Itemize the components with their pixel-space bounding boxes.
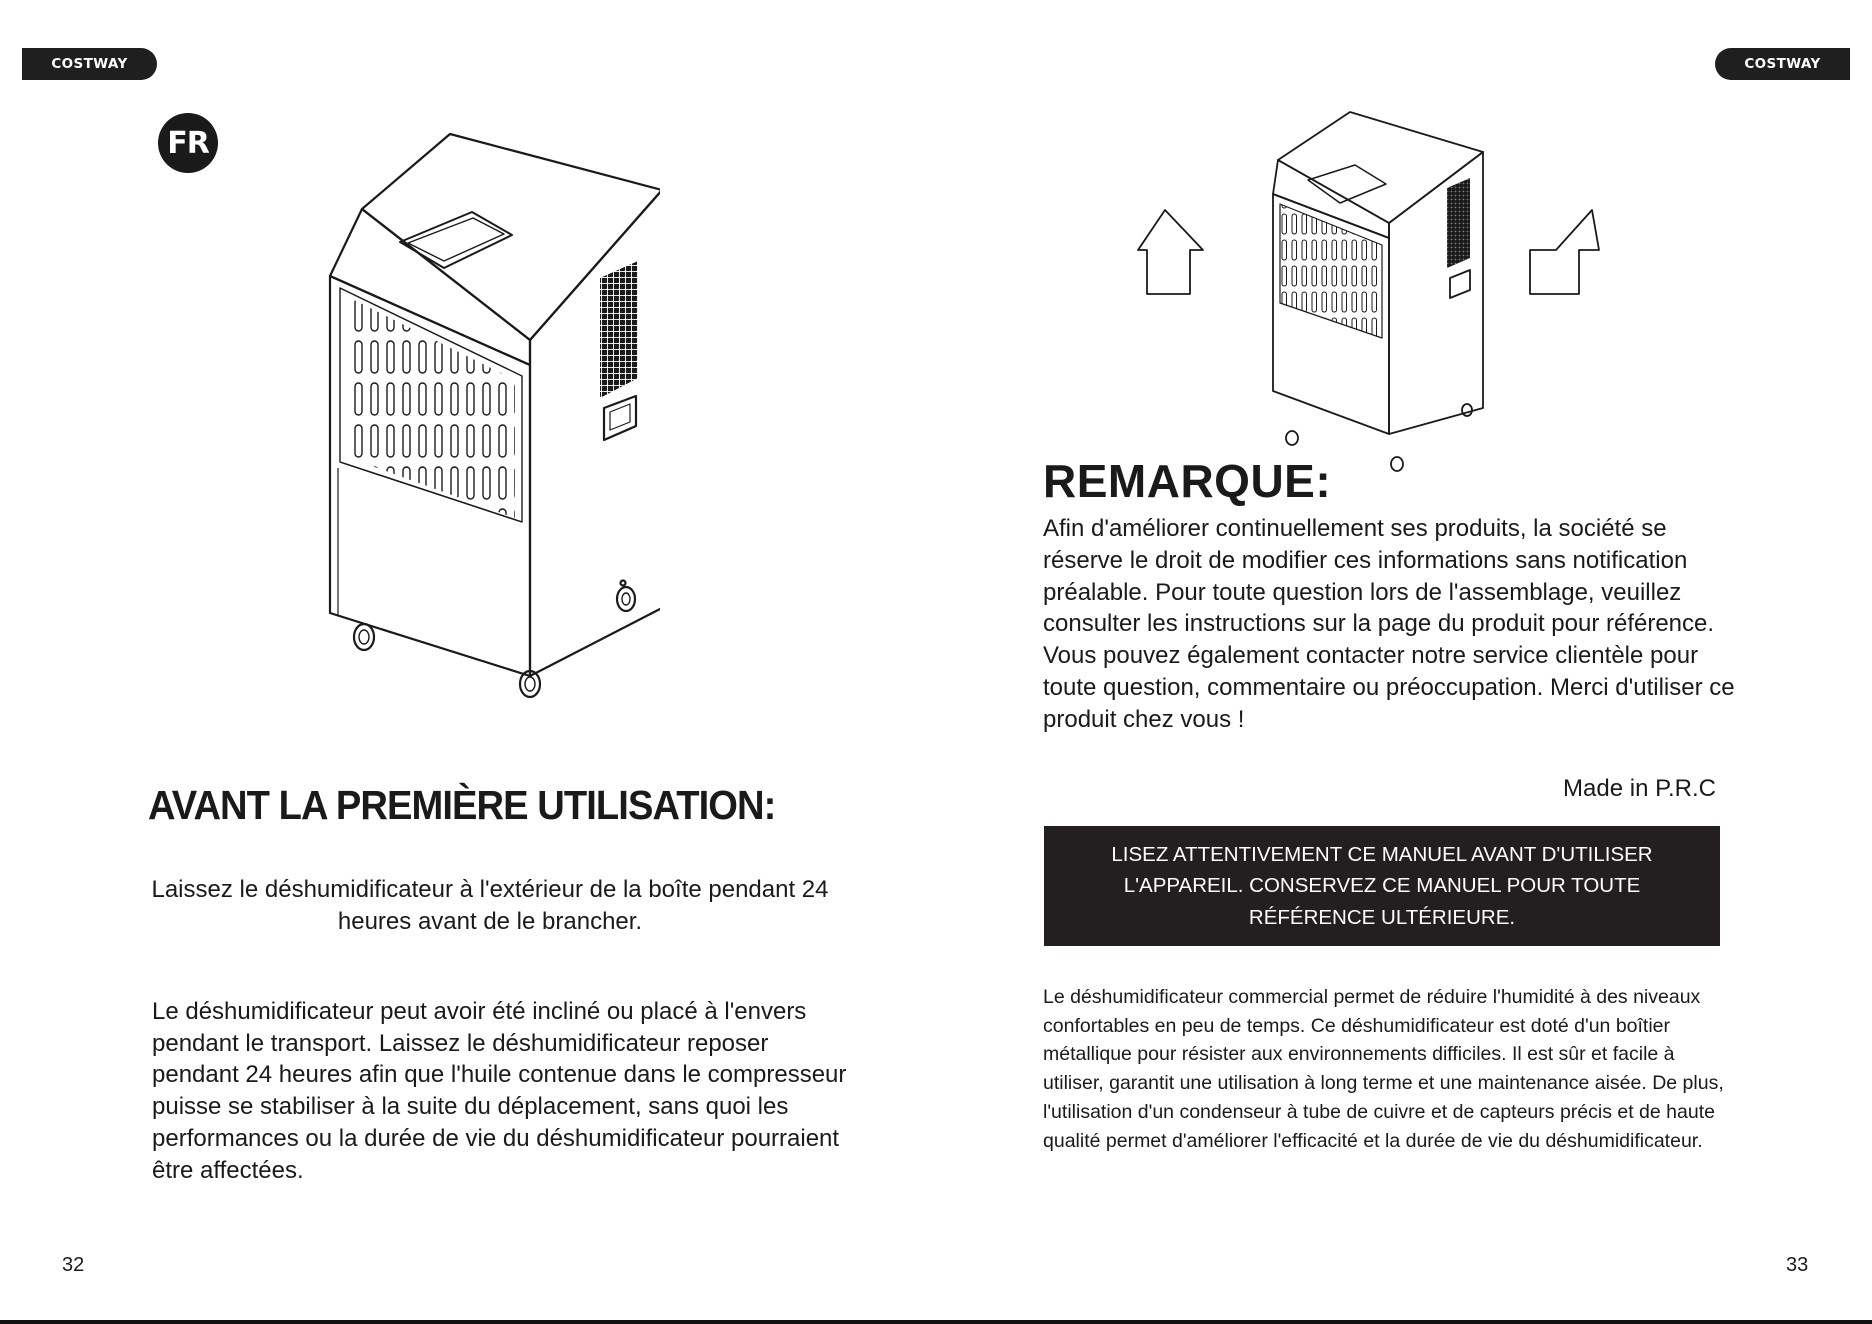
product-description: Le déshumidificateur commercial permet de réduire l'humidité à des niveaux confortables en peu de temps. Ce déshumidificateur est doté d'un boîtier métallique pour résister aux environnements difficiles. Il est sûr et facile à utiliser, garantit une utilisation à long terme et une maintenance aisée. De plus, l'utilisation d'un condenseur à tube de cuivre et de capteurs précis et de haute qualité permet d'améliorer l'efficacité et la durée de vie du déshumidificateur.	[1043, 986, 1724, 1152]
made-in-label: Made in P.R.C	[1563, 775, 1716, 802]
before-first-use-heading: AVANT LA PREMIÈRE UTILISATION:	[148, 782, 776, 828]
page-number-right: 33	[1786, 1254, 1809, 1276]
dehumidifier-illustration-small	[1120, 108, 1610, 478]
remark-paragraph: Afin d'améliorer continuellement ses produits, la société se réserve le droit de modifier ces informations sans notification préalable. Pour toute question lors de l'assemblage, veuillez consulter les instructions sur la page du produit pour référence. Vous pouvez également contacter notre service clientèle pour toute question, commentaire ou préoccupation. Merci d'utiliser ce produit chez vous !	[1043, 515, 1735, 733]
brand-tab-right: COSTWAY	[1715, 48, 1850, 80]
brand-tab-left: COSTWAY	[22, 48, 157, 80]
bottom-rule	[0, 1320, 1872, 1324]
page-number-left: 32	[62, 1254, 85, 1276]
language-badge: FR	[158, 113, 218, 173]
unbox-instruction: Laissez le déshumidificateur à l'extérieur de la boîte pendant 24 heures avant de le brancher.	[151, 876, 829, 935]
read-manual-notice-text: LISEZ ATTENTIVEMENT CE MANUEL AVANT D'UTILISER L'APPAREIL. CONSERVEZ CE MANUEL POUR TOUTE RÉFÉRENCE ULTÉRIEURE.	[1111, 842, 1653, 929]
read-manual-notice	[1044, 826, 1720, 946]
transport-warning-paragraph: Le déshumidificateur peut avoir été incliné ou placé à l'envers pendant le transport. Laissez le déshumidificateur reposer pendant 24 heures afin que l'huile contenue dans le compresseur puisse se stabiliser à la suite du déplacement, sans quoi les performances ou la durée de vie du déshumidificateur pourraient être affectées.	[152, 998, 847, 1184]
up-arrow-icon-left	[1138, 210, 1203, 294]
remark-heading: REMARQUE:	[1043, 455, 1332, 507]
up-arrow-icon-right	[1530, 210, 1599, 294]
dehumidifier-illustration-large	[320, 128, 660, 708]
